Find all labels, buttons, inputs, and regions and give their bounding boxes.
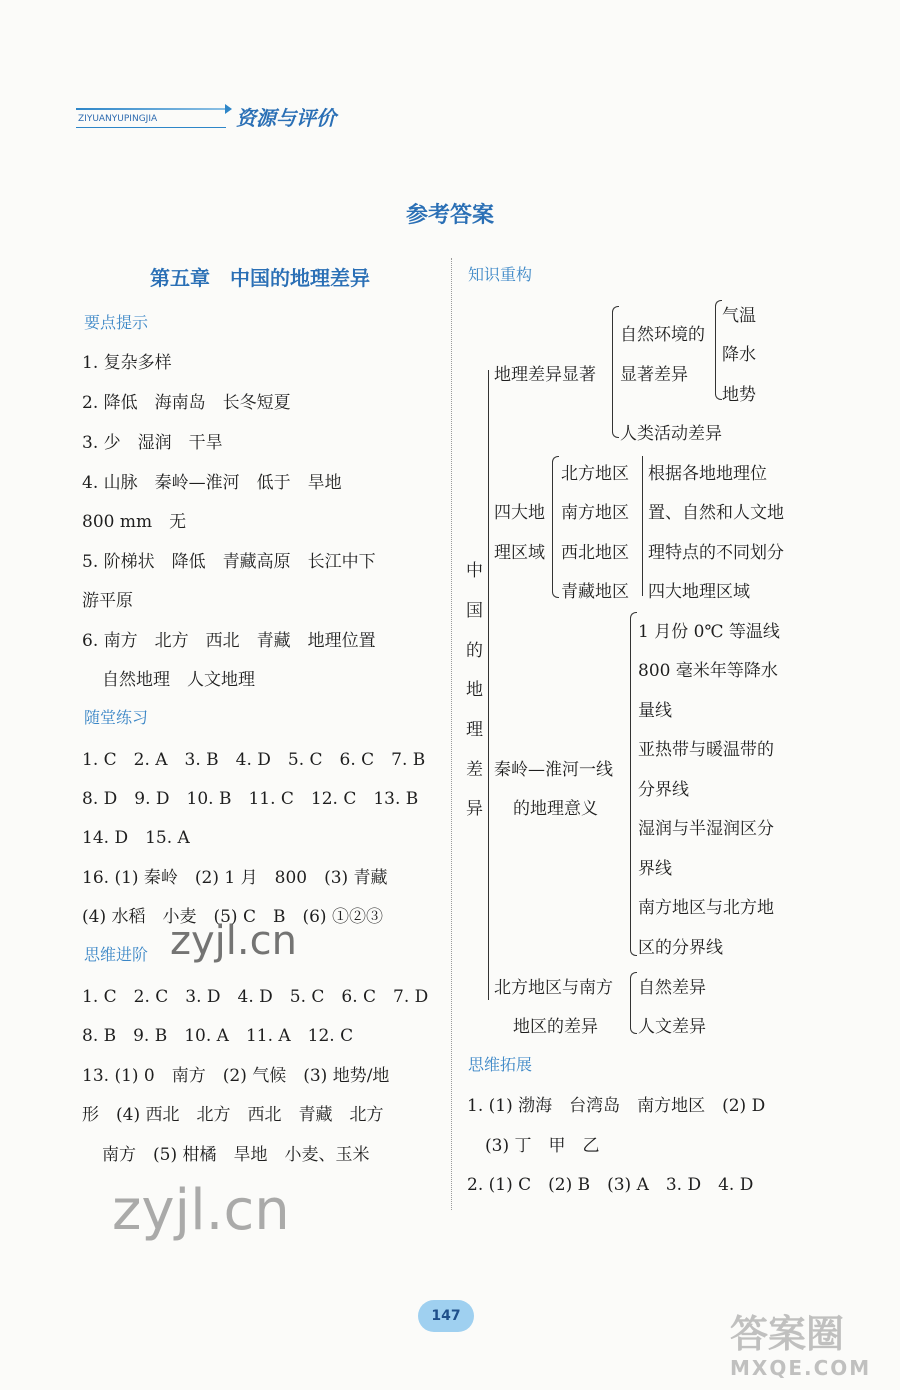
bracket (552, 456, 559, 598)
answer-line: 1. C 2. C 3. D 4. D 5. C 6. C 7. D (82, 987, 429, 1007)
answer-line: 8. D 9. D 10. B 11. C 12. C 13. B (82, 789, 419, 809)
stamp-url: MXQE.COM (730, 1356, 872, 1380)
branch-sub: 自然环境的 (620, 325, 705, 345)
answer-line: 2. (1) C (2) B (3) A 3. D 4. D (467, 1175, 754, 1195)
branch-label: 秦岭—淮河一线 (494, 760, 613, 780)
root-char: 异 (466, 799, 483, 819)
line-item: 界线 (638, 859, 672, 879)
section-heading: 思维进阶 (84, 945, 149, 964)
branch-label: 北方地区与南方 (494, 978, 613, 998)
answer-line: 5. 阶梯状 降低 青藏高原 长江中下 (82, 552, 376, 572)
root-char: 理 (466, 720, 483, 740)
page-title: 参考答案 (405, 202, 494, 228)
line-item: 800 毫米年等降水 (638, 661, 778, 681)
site-stamp (730, 1312, 900, 1390)
region-desc: 根据各地地理位 (648, 464, 767, 484)
answer-line: 13. (1) 0 南方 (2) 气候 (3) 地势/地 (82, 1066, 390, 1086)
region-item: 北方地区 (561, 464, 629, 484)
answer-line: 3. 少 湿润 干旱 (82, 433, 223, 453)
answer-line: 2. 降低 海南岛 长冬短夏 (82, 393, 291, 413)
answer-line: 1. (1) 渤海 台湾岛 南方地区 (2) D (467, 1096, 766, 1116)
region-item: 南方地区 (561, 503, 629, 523)
branch-sub: 显著差异 (620, 365, 688, 385)
leaf: 自然差异 (638, 978, 706, 998)
answer-line: 4. 山脉 秦岭—淮河 低于 旱地 (82, 473, 342, 493)
answer-line: 8. B 9. B 10. A 11. A 12. C (82, 1026, 354, 1046)
leaf: 地势 (722, 385, 756, 405)
answer-line: (4) 水稻 小麦 (5) C B (6) ①②③ (82, 907, 383, 927)
answer-line: (3) 丁 甲 乙 (485, 1136, 600, 1156)
branch-label: 地理差异显著 (494, 365, 596, 385)
header-logo (74, 96, 336, 136)
root-char: 国 (466, 601, 483, 621)
answer-line: 南方 (5) 柑橘 旱地 小麦、玉米 (102, 1145, 370, 1165)
branch-label: 四大地 (494, 503, 545, 523)
stamp-text: 答案圈 (730, 1312, 845, 1356)
watermark: zyjl.cn (112, 1178, 290, 1243)
root-char: 地 (466, 680, 483, 700)
page-number: 147 (418, 1300, 474, 1332)
bracket (630, 972, 637, 1034)
root-char: 差 (466, 760, 483, 780)
region-desc: 理特点的不同划分 (648, 543, 784, 563)
answer-line: 6. 南方 北方 西北 青藏 地理位置 (82, 631, 376, 651)
answer-line: 自然地理 人文地理 (102, 670, 255, 690)
line-item: 1 月份 0℃ 等温线 (638, 622, 780, 642)
line-item: 量线 (638, 701, 672, 721)
bracket (715, 300, 722, 400)
region-item: 青藏地区 (561, 582, 629, 602)
root-char: 的 (466, 641, 483, 661)
section-heading: 要点提示 (84, 313, 149, 332)
answer-line: 14. D 15. A (82, 828, 190, 848)
bracket (630, 612, 637, 956)
arrow-icon (76, 108, 226, 110)
bracket (612, 306, 619, 438)
line-item: 亚热带与暖温带的 (638, 740, 774, 760)
right-brace (642, 456, 643, 596)
line-item: 区的分界线 (638, 938, 723, 958)
branch-sub: 人类活动差异 (620, 424, 722, 444)
answer-line: 1. C 2. A 3. B 4. D 5. C 6. C 7. B (82, 750, 426, 770)
branch-label: 理区域 (494, 543, 545, 563)
root-char: 中 (466, 561, 483, 581)
logo-underline (76, 127, 226, 128)
line-item: 湿润与半湿润区分 (638, 819, 774, 839)
section-heading: 知识重构 (468, 265, 533, 284)
leaf: 降水 (722, 345, 756, 365)
region-desc: 置、自然和人文地 (648, 503, 784, 523)
chapter-title: 第五章 中国的地理差异 (150, 266, 370, 290)
leaf: 气温 (722, 306, 756, 326)
answer-line: 1. 复杂多样 (82, 353, 172, 373)
answer-line: 16. (1) 秦岭 (2) 1 月 800 (3) 青藏 (82, 868, 388, 888)
branch-label: 地区的差异 (513, 1017, 598, 1037)
section-heading: 思维拓展 (468, 1055, 533, 1074)
answer-line: 形 (4) 西北 北方 西北 青藏 北方 (82, 1105, 384, 1125)
region-item: 西北地区 (561, 543, 629, 563)
column-divider (451, 258, 452, 1210)
line-item: 分界线 (638, 780, 689, 800)
logo-brand: 资源与评价 (236, 106, 336, 130)
answer-line: 800 mm 无 (82, 512, 187, 532)
branch-label: 的地理意义 (513, 799, 598, 819)
watermark: zyjl.cn (170, 918, 297, 964)
main-bracket (488, 370, 489, 1000)
region-desc: 四大地理区域 (648, 582, 750, 602)
leaf: 人文差异 (638, 1017, 706, 1037)
line-item: 南方地区与北方地 (638, 898, 774, 918)
answer-line: 游平原 (82, 591, 133, 611)
section-heading: 随堂练习 (84, 708, 149, 727)
logo-pinyin: ZIYUANYUPINGJIA (78, 114, 158, 124)
